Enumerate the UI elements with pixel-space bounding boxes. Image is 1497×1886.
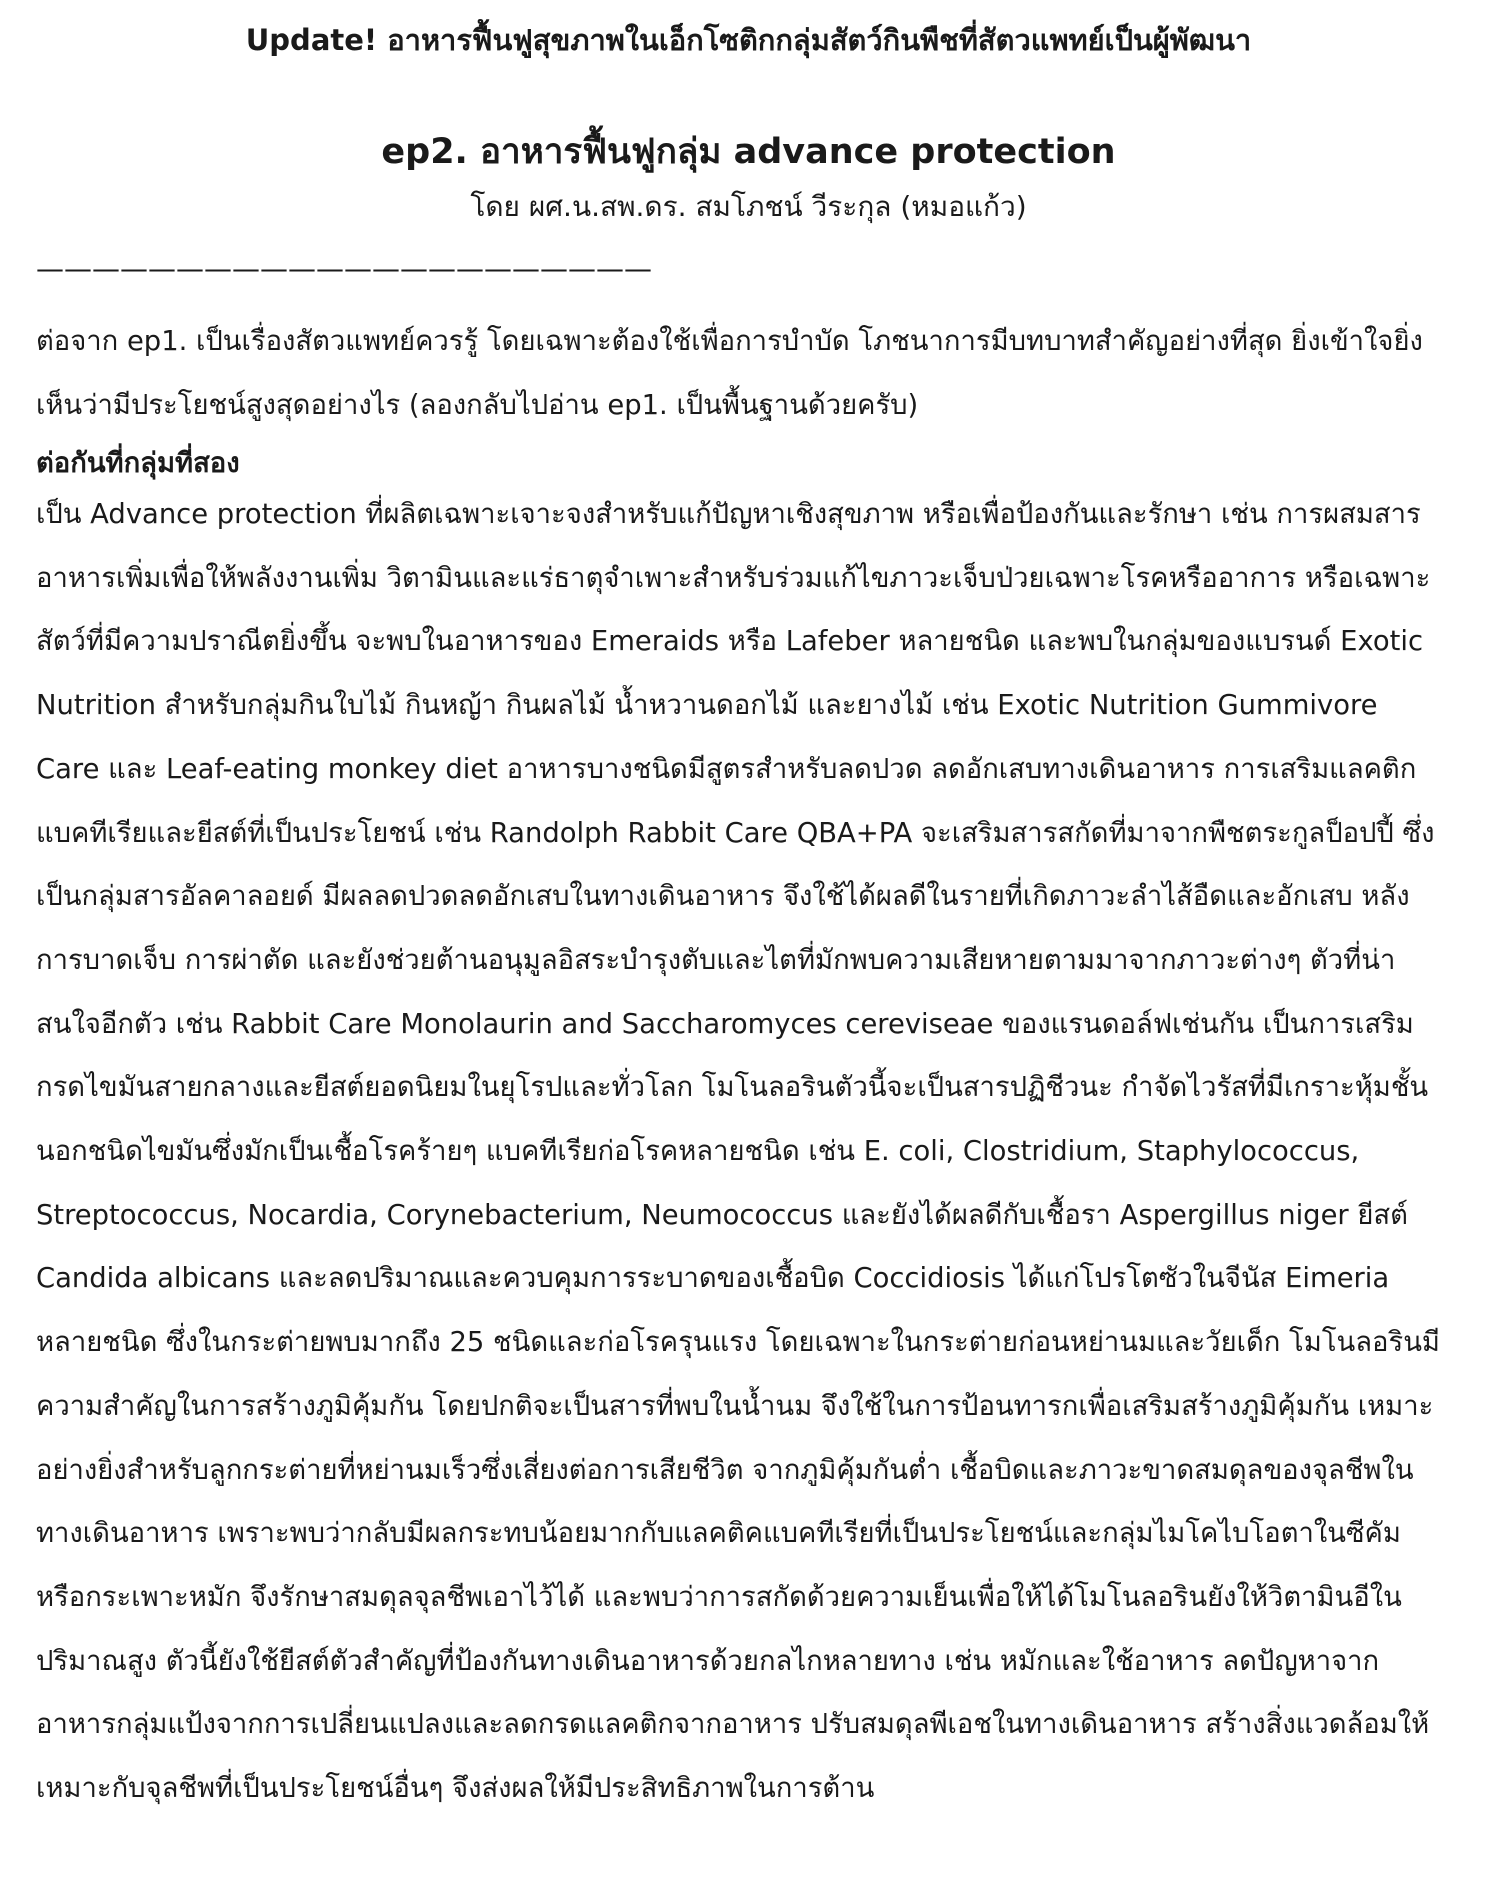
intro-paragraph: ต่อจาก ep1. เป็นเรื่องสัตวแพทย์ควรรู้ โดยเฉพาะต้องใช้เพื่อการบำบัด โภชนาการมีบทบาทสำคัญอย่างที่สุด ยิ่งเข้าใจยิ่งเห็นว่ามีประโยชน์สูงสุดอย่างไร (ลองกลับไปอ่าน ep1. เป็นพื้นฐานด้วยครับ) [36,326,1423,421]
document-title: Update! อาหารฟื้นฟูสุขภาพในเอ็กโซติกกลุ่มสัตว์กินพืชที่สัตวแพทย์เป็นผู้พัฒนา [245,23,1252,57]
divider-line: —————————————————————— [36,252,652,285]
main-paragraph: เป็น Advance protection ที่ผลิตเฉพาะเจาะจงสำหรับแก้ปัญหาเชิงสุขภาพ หรือเพื่อป้องกันและรักษา เช่น การผสมสารอาหารเพิ่มเพื่อให้พลังงานเพิ่ม วิตามินและแร่ธาตุจำเพาะสำหรับร่วมแก้ไขภาวะเจ็บป่วยเฉพาะโรคหรืออาการ หรือเฉพาะสัตว์ที่มีความปราณีตยิ่งขึ้น จะพบในอาหารของ Emeraids หรือ Lafeber หลายชนิด และพบในกลุ่มของแบรนด์ Exotic Nutrition สำหรับกลุ่มกินใบไม้ กินหญ้า กินผลไม้ น้ำหวานดอกไม้ และยางไม้ เช่น Exotic Nutrition Gummivore Care และ Leaf-eating monkey diet อาหารบางชนิดมีสูตรสำหรับลดปวด ลดอักเสบทางเดินอาหาร การเสริมแลคติกแบคทีเรียและยีสต์ที่เป็นประโยชน์ เช่น Randolph Rabbit Care QBA+PA จะเสริมสารสกัดที่มาจากพืชตระกูลป็อปปี้ ซึ่งเป็นกลุ่มสารอัลคาลอยด์ มีผลลดปวดลดอักเสบในทางเดินอาหาร จึงใช้ได้ผลดีในรายที่เกิดภาวะลำไส้อืดและอักเสบ หลังการบาดเจ็บ การผ่าตัด และยังช่วยต้านอนุมูลอิสระบำรุงตับและไตที่มักพบความเสียหายตามมาจากภาวะต่างๆ ตัวที่น่าสนใจอีกตัว เช่น Rabbit Care Monolaurin and Saccharomyces cereviseae ของแรนดอล์ฟเช่นกัน เป็นการเสริมกรดไขมันสายกลางและยีสต์ยอดนิยมในยุโรปและทั่วโลก โมโนลอรินตัวนี้จะเป็นสารปฏิชีวนะ กำจัดไวรัสที่มีเกราะหุ้มชั้นนอกชนิดไขมันซึ่งมักเป็นเชื้อโรคร้ายๆ แบคทีเรียก่อโรคหลายชนิด เช่น E. coli, Clostridium, Staphylococcus, Streptococcus, Nocardia, Corynebacterium, Neumococcus และยังได้ผลดีกับเชื้อรา Aspergillus niger ยีสต์ Candida albicans และลดปริมาณและควบคุมการระบาดของเชื้อบิด Coccidiosis ได้แก่โปรโตซัวในจีนัส Eimeria หลายชนิด ซึ่งในกระต่ายพบมากถึง 25 ชนิดและก่อโรครุนแรง โดยเฉพาะในกระต่ายก่อนหย่านมและวัยเด็ก โมโนลอรินมีความสำคัญในการสร้างภูมิคุ้มกัน โดยปกติจะเป็นสารที่พบในน้ำนม จึงใช้ในการป้อนทารกเพื่อเสริมสร้างภูมิคุ้มกัน เหมาะอย่างยิ่งสำหรับลูกกระต่ายที่หย่านมเร็วซึ่งเสี่ยงต่อการเสียชีวิต จากภูมิคุ้มกันต่ำ เชื้อบิดและภาวะขาดสมดุลของจุลชีพในทางเดินอาหาร เพราะพบว่ากลับมีผลกระทบน้อยมากกับแลคติคแบคทีเรียที่เป็นประโยชน์และกลุ่มไมโคไบโอตาในซีคัมหรือกระเพาะหมัก จึงรักษาสมดุลจุลชีพเอาไว้ได้ และพบว่าการสกัดด้วยความเย็นเพื่อให้ได้โมโนลอรินยังให้วิตามินอีในปริมาณสูง ตัวนี้ยังใช้ยีสต์ตัวสำคัญที่ป้องกันทางเดินอาหารด้วยกลไกหลายทาง เช่น หมักและใช้อาหาร ลดปัญหาจากอาหารกลุ่มแป้งจากการเปลี่ยนแปลงและลดกรดแลคติกจากอาหาร ปรับสมดุลพีเอชในทางเดินอาหาร สร้างสิ่งแวดล้อมให้เหมาะกับจุลชีพที่เป็นประโยชน์อื่นๆ จึงส่งผลให้มีประสิทธิภาพในการต้าน [36,499,1440,1805]
episode-title: ep2. อาหารฟื้นฟูกลุ่ม advance protection [381,132,1116,172]
author-line: โดย ผศ.น.สพ.ดร. สมโภชน์ วีระกุล (หมอแก้ว) [470,190,1027,223]
article-body [36,310,1447,1821]
section-subheading: ต่อกันที่กลุ่มที่สอง [36,448,240,479]
